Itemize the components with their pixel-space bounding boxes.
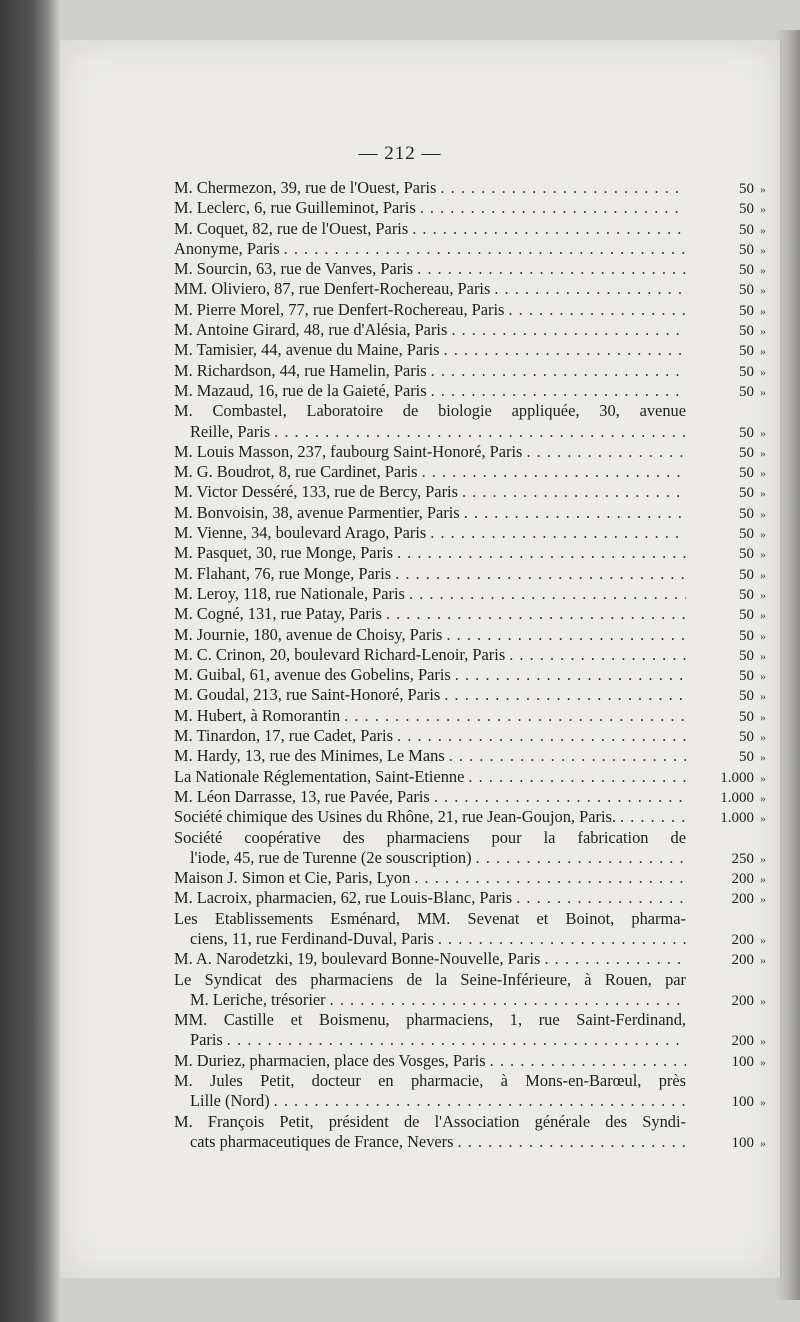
list-item [174, 543, 774, 563]
list-item [174, 1071, 774, 1112]
amount-mark: » [760, 1034, 766, 1049]
amount-mark: » [760, 770, 766, 785]
amount-mark: » [760, 872, 766, 887]
entry-amount [694, 889, 774, 909]
list-item [174, 503, 774, 523]
dot-leader [472, 848, 686, 868]
entry-line [174, 503, 774, 523]
entry-text: M. Chermezon, 39, rue de l'Ouest, Paris [174, 178, 437, 197]
entry-line [174, 219, 774, 239]
entry-line [174, 300, 774, 320]
entry-text: M. Tamisier, 44, avenue du Maine, Paris [174, 340, 440, 360]
amount-value: 200 [731, 931, 754, 948]
entry-amount [694, 849, 774, 869]
list-item [174, 178, 774, 198]
list-item [174, 564, 774, 584]
amount-value: 200 [731, 952, 754, 969]
amount-mark: » [760, 506, 766, 521]
entry-line [174, 645, 774, 665]
dot-leader [405, 584, 686, 604]
dot-leader [270, 1091, 686, 1111]
entry-amount [694, 341, 774, 361]
dot-leader [280, 239, 686, 259]
amount-mark: » [760, 709, 766, 724]
amount-mark: » [760, 648, 766, 663]
entry-line [174, 523, 774, 543]
amount-value: 50 [739, 647, 754, 664]
amount-mark: » [760, 384, 766, 399]
entry-amount [694, 524, 774, 544]
amount-value: 50 [739, 505, 754, 522]
dot-leader [393, 543, 686, 563]
amount-value: 50 [739, 485, 754, 502]
amount-mark: » [760, 750, 766, 765]
entry-text: M. Victor Desséré, 133, rue de Bercy, Paris [174, 482, 458, 502]
amount-mark: » [760, 851, 766, 866]
entry-line [174, 259, 774, 279]
entry-amount [694, 727, 774, 747]
dot-leader [434, 929, 686, 949]
list-item [174, 462, 774, 482]
amount-value: 1.000 [720, 810, 754, 827]
amount-value: 50 [739, 424, 754, 441]
dot-leader [436, 178, 686, 198]
dot-leader [427, 381, 686, 401]
entry-text: cats pharmaceutiques de France, Nevers [190, 1131, 454, 1151]
list-item [174, 320, 774, 340]
list-item [174, 584, 774, 604]
entry-text: M. Duriez, pharmacien, place des Vosges, Paris [174, 1050, 486, 1070]
amount-mark: » [760, 953, 766, 968]
amount-mark: » [760, 425, 766, 440]
dot-leader [451, 665, 686, 685]
entry-text: Maison J. Simon et Cie, Paris, Lyon [174, 868, 411, 888]
amount-mark: » [760, 892, 766, 907]
amount-mark: » [760, 1135, 766, 1150]
subscription-list [174, 178, 774, 1152]
entry-text: M. C. Crinon, 20, boulevard Richard-Lenoir, Paris [174, 644, 506, 664]
entry-text: Paris [190, 1030, 223, 1050]
amount-value: 50 [739, 749, 754, 766]
entry-amount [694, 1031, 774, 1051]
list-item [174, 300, 774, 320]
dot-leader [512, 888, 686, 908]
entry-line: MM. Castille et Boismenu, pharmaciens, 1, rue Saint-Ferdinand, [174, 1010, 686, 1030]
amount-mark: » [760, 547, 766, 562]
amount-mark: » [760, 608, 766, 623]
amount-value: 100 [731, 1053, 754, 1070]
amount-value: 50 [739, 241, 754, 258]
entry-amount [694, 869, 774, 889]
list-item [174, 949, 774, 969]
entry-amount [694, 605, 774, 625]
amount-value: 50 [739, 383, 754, 400]
amount-value: 50 [739, 729, 754, 746]
list-item [174, 807, 774, 827]
list-item [174, 442, 774, 462]
entry-line [174, 848, 774, 868]
entry-line [174, 340, 774, 360]
amount-value: 50 [739, 566, 754, 583]
entry-line [174, 178, 774, 198]
entry-line [174, 949, 774, 969]
amount-mark: » [760, 283, 766, 298]
amount-mark: » [760, 364, 766, 379]
amount-mark: » [760, 445, 766, 460]
entry-amount [694, 220, 774, 240]
entry-text: La Nationale Réglementation, Saint-Etienne [174, 766, 465, 786]
entry-line [174, 361, 774, 381]
amount-mark: » [760, 242, 766, 257]
amount-value: 50 [739, 465, 754, 482]
entry-text: M. G. Boudrot, 8, rue Cardinet, Paris [174, 462, 418, 482]
entry-line: Le Syndicat des pharmaciens de la Seine-Inférieure, à Rouen, par [174, 969, 686, 989]
dot-leader [426, 523, 686, 543]
entry-line [174, 564, 774, 584]
dot-leader [486, 1051, 686, 1071]
entry-amount [694, 301, 774, 321]
entry-line [174, 746, 774, 766]
entry-text: M. Mazaud, 16, rue de la Gaieté, Paris [174, 380, 427, 400]
amount-value: 50 [739, 546, 754, 563]
amount-mark: » [760, 344, 766, 359]
entry-amount [694, 626, 774, 646]
entry-amount [694, 930, 774, 950]
dot-leader [464, 767, 686, 787]
amount-value: 200 [731, 871, 754, 888]
amount-mark: » [760, 1095, 766, 1110]
entry-text: M. Richardson, 44, rue Hamelin, Paris [174, 360, 427, 380]
entry-line [174, 1132, 774, 1152]
amount-mark: » [760, 527, 766, 542]
amount-mark: » [760, 811, 766, 826]
entry-amount [694, 585, 774, 605]
dot-leader [416, 198, 686, 218]
amount-value: 250 [731, 850, 754, 867]
amount-value: 50 [739, 688, 754, 705]
entry-amount [694, 666, 774, 686]
entry-line [174, 990, 774, 1010]
entry-amount [694, 362, 774, 382]
entry-line [174, 604, 774, 624]
list-item [174, 381, 774, 401]
list-item [174, 198, 774, 218]
entry-text: M. Coquet, 82, rue de l'Ouest, Paris [174, 218, 409, 238]
entry-line [174, 584, 774, 604]
amount-mark: » [760, 466, 766, 481]
list-item [174, 888, 774, 908]
entry-line [174, 1051, 774, 1071]
entry-line [174, 665, 774, 685]
amount-mark: » [760, 263, 766, 278]
dot-leader [616, 807, 686, 827]
entry-amount [694, 950, 774, 970]
entry-amount [694, 199, 774, 219]
list-item [174, 665, 774, 685]
entry-line [174, 381, 774, 401]
list-item [174, 604, 774, 624]
entry-line [174, 462, 774, 482]
list-item [174, 767, 774, 787]
amount-value: 50 [739, 586, 754, 603]
list-item [174, 1051, 774, 1071]
list-item [174, 625, 774, 645]
entry-text: M. Leriche, trésorier [190, 989, 326, 1009]
entry-text: M. Pasquet, 30, rue Monge, Paris [174, 543, 393, 563]
entry-text: M. Lacroix, pharmacien, 62, rue Louis-Blanc, Paris [174, 888, 513, 908]
entry-amount [694, 483, 774, 503]
entry-text: M. Pierre Morel, 77, rue Denfert-Rochereau, Paris [174, 299, 505, 319]
dot-leader [445, 746, 686, 766]
entry-text: M. Leclerc, 6, rue Guilleminot, Paris [174, 198, 416, 218]
entry-text: ciens, 11, rue Ferdinand-Duval, Paris [190, 928, 434, 948]
entry-amount [694, 686, 774, 706]
entry-amount [694, 280, 774, 300]
dot-leader [418, 462, 686, 482]
list-item [174, 706, 774, 726]
entry-line [174, 868, 774, 888]
entry-amount [694, 544, 774, 564]
amount-mark: » [760, 1054, 766, 1069]
entry-text: l'iode, 45, rue de Turenne (2e souscription) [190, 847, 472, 867]
list-item [174, 868, 774, 888]
dot-leader [270, 422, 686, 442]
entry-line [174, 706, 774, 726]
amount-value: 50 [739, 526, 754, 543]
amount-value: 100 [731, 1094, 754, 1111]
dot-leader [454, 1132, 687, 1152]
amount-value: 100 [731, 1134, 754, 1151]
list-item [174, 279, 774, 299]
dot-leader [460, 503, 686, 523]
dot-leader [440, 685, 686, 705]
entry-line [174, 543, 774, 563]
entry-line: M. Combastel, Laboratoire de biologie appliquée, 30, avenue [174, 401, 686, 421]
entry-line [174, 1030, 774, 1050]
amount-value: 50 [739, 201, 754, 218]
entry-amount [694, 747, 774, 767]
list-item [174, 219, 774, 239]
entry-amount [694, 423, 774, 443]
entry-text: M. Cogné, 131, rue Patay, Paris [174, 604, 382, 624]
entry-amount [694, 1133, 774, 1153]
entry-amount [694, 707, 774, 727]
entry-line [174, 726, 774, 746]
entry-text: M. Hardy, 13, rue des Minimes, Le Mans [174, 746, 445, 766]
dot-leader [490, 279, 686, 299]
dot-leader [223, 1030, 686, 1050]
entry-text: M. Flahant, 76, rue Monge, Paris [174, 563, 392, 583]
dot-leader [430, 787, 686, 807]
entry-line [174, 807, 774, 827]
entry-amount [694, 179, 774, 199]
entry-amount [694, 321, 774, 341]
dot-leader [504, 300, 686, 320]
entry-amount [694, 788, 774, 808]
dot-leader [393, 726, 686, 746]
entry-text: Société chimique des Usines du Rhône, 21, rue Jean-Goujon, Paris. [174, 807, 617, 827]
list-item [174, 828, 774, 869]
entry-amount [694, 463, 774, 483]
amount-mark: » [760, 628, 766, 643]
amount-mark: » [760, 587, 766, 602]
amount-value: 50 [739, 181, 754, 197]
page-number: — 212 — [358, 143, 442, 164]
entry-line [174, 320, 774, 340]
entry-text: MM. Oliviero, 87, rue Denfert-Rochereau, Paris [174, 279, 491, 299]
amount-value: 50 [739, 302, 754, 319]
amount-mark: » [760, 669, 766, 684]
entry-amount [694, 504, 774, 524]
entry-text: M. Guibal, 61, avenue des Gobelins, Paris [174, 665, 451, 685]
entry-line [174, 198, 774, 218]
entry-text: M. Goudal, 213, rue Saint-Honoré, Paris [174, 685, 441, 705]
entry-line: M. Jules Petit, docteur en pharmacie, à Mons-en-Barœul, près [174, 1071, 686, 1091]
entry-line [174, 929, 774, 949]
entry-text: M. Tinardon, 17, rue Cadet, Paris [174, 726, 393, 746]
amount-mark: » [760, 303, 766, 318]
dot-leader [413, 259, 686, 279]
entry-line [174, 482, 774, 502]
amount-mark: » [760, 202, 766, 217]
dot-leader [440, 340, 686, 360]
amount-value: 50 [739, 323, 754, 340]
entry-amount [694, 240, 774, 260]
list-item [174, 685, 774, 705]
amount-value: 50 [739, 282, 754, 299]
amount-value: 50 [739, 221, 754, 238]
dot-leader [340, 706, 686, 726]
entry-line [174, 442, 774, 462]
amount-mark: » [760, 689, 766, 704]
amount-mark: » [760, 567, 766, 582]
entry-text: M. A. Narodetzki, 19, boulevard Bonne-Nouvelle, Paris [174, 949, 541, 969]
entry-line [174, 767, 774, 787]
entry-amount [694, 1092, 774, 1112]
amount-value: 50 [739, 444, 754, 461]
entry-text: M. Antoine Girard, 48, rue d'Alésia, Paris [174, 320, 448, 340]
dot-leader [458, 482, 686, 502]
entry-line [174, 239, 774, 259]
entry-line: Société coopérative des pharmaciens pour la fabrication de [174, 827, 686, 847]
list-item [174, 909, 774, 950]
entry-text: M. Bonvoisin, 38, avenue Parmentier, Paris [174, 502, 460, 522]
dot-leader [522, 442, 686, 462]
entry-amount [694, 991, 774, 1011]
entry-amount [694, 382, 774, 402]
dot-leader [382, 604, 686, 624]
entry-text: M. Léon Darrasse, 13, rue Pavée, Paris [174, 786, 430, 806]
list-item [174, 523, 774, 543]
entry-text: Lille (Nord) [190, 1091, 270, 1111]
entry-text: M. Journie, 180, avenue de Choisy, Paris [174, 624, 443, 644]
dot-leader [540, 949, 686, 969]
amount-mark: » [760, 730, 766, 745]
entry-text: Reille, Paris [190, 421, 271, 441]
amount-mark: » [760, 932, 766, 947]
dot-leader [408, 219, 686, 239]
amount-value: 50 [739, 607, 754, 624]
list-item [174, 340, 774, 360]
entry-text: M. Louis Masson, 237, faubourg Saint-Honoré, Paris [174, 441, 523, 461]
entry-amount [694, 565, 774, 585]
amount-value: 50 [739, 627, 754, 644]
entry-text: Anonyme, Paris [174, 238, 280, 258]
amount-mark: » [760, 486, 766, 501]
entry-amount [694, 768, 774, 788]
amount-value: 50 [739, 668, 754, 685]
entry-line [174, 1091, 774, 1111]
entry-line [174, 422, 774, 442]
list-item [174, 970, 774, 1011]
list-item [174, 645, 774, 665]
amount-mark: » [760, 993, 766, 1008]
list-item [174, 482, 774, 502]
dot-leader [447, 320, 686, 340]
dot-leader [442, 625, 686, 645]
entry-amount [694, 443, 774, 463]
entry-text: M. Leroy, 118, rue Nationale, Paris [174, 583, 405, 603]
entry-amount [694, 646, 774, 666]
amount-value: 1.000 [720, 789, 754, 806]
entry-text: M. Sourcin, 63, rue de Vanves, Paris [174, 259, 414, 279]
amount-value: 50 [739, 343, 754, 360]
entry-line: Les Etablissements Esménard, MM. Sevenat et Boinot, pharma- [174, 908, 686, 928]
amount-value: 200 [731, 992, 754, 1009]
entry-line [174, 685, 774, 705]
list-item [174, 1112, 774, 1153]
entry-text: M. Vienne, 34, boulevard Arago, Paris [174, 523, 427, 543]
list-item [174, 259, 774, 279]
amount-value: 200 [731, 1033, 754, 1050]
entry-amount [694, 260, 774, 280]
dot-leader [391, 564, 686, 584]
entry-line: M. François Petit, président de l'Association générale des Syndi- [174, 1111, 686, 1131]
entry-line [174, 279, 774, 299]
list-item [174, 787, 774, 807]
entry-amount [694, 808, 774, 828]
amount-value: 50 [739, 363, 754, 380]
amount-value: 200 [731, 891, 754, 908]
amount-mark: » [760, 324, 766, 339]
list-item [174, 746, 774, 766]
list-item [174, 726, 774, 746]
entry-line [174, 625, 774, 645]
amount-mark: » [760, 790, 766, 805]
amount-value: 50 [739, 262, 754, 279]
entry-line [174, 787, 774, 807]
entry-line [174, 888, 774, 908]
amount-mark: » [760, 182, 766, 196]
dot-leader [410, 868, 686, 888]
amount-value: 1.000 [720, 769, 754, 786]
amount-value: 50 [739, 708, 754, 725]
list-item [174, 361, 774, 381]
list-item [174, 239, 774, 259]
dot-leader [505, 645, 686, 665]
list-item [174, 401, 774, 442]
dot-leader [326, 990, 686, 1010]
entry-amount [694, 1052, 774, 1072]
dot-leader [427, 361, 686, 381]
list-item [174, 1010, 774, 1051]
amount-mark: » [760, 222, 766, 237]
entry-text: M. Hubert, à Romorantin [174, 705, 341, 725]
